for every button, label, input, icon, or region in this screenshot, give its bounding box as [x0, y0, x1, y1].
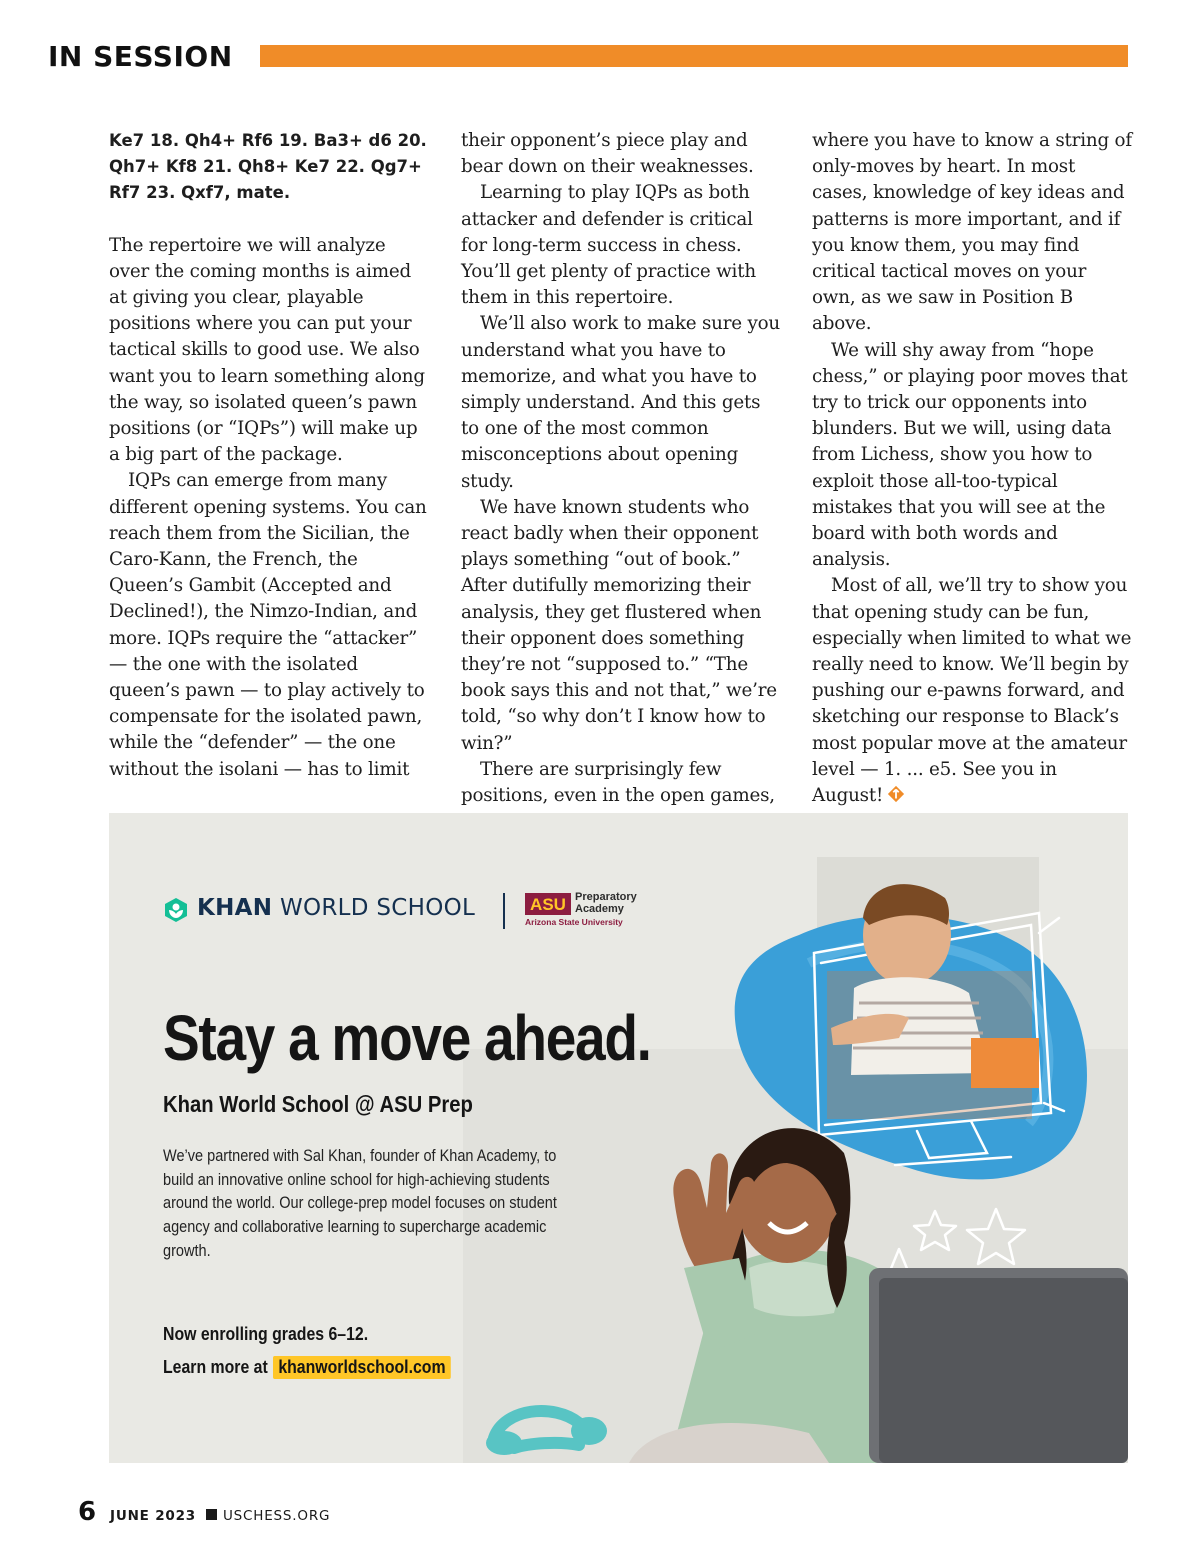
paragraph-text: Most of all, we’ll try to show you that opening study can be fun, especially when limited to what we really need to know. We’ll begin by pushing our e-pawns forward, and sketching our response to Black’s most popular move at the amateur level — 1. ... e5. See you in August!: [812, 575, 1132, 807]
footer-separator: [206, 1509, 217, 1520]
issue-date: JUNE 2023: [110, 1508, 196, 1524]
asu-logo-icon: [525, 893, 571, 915]
khan-world-school-wordmark: KHAN WORLD SCHOOL: [197, 895, 476, 921]
article-column-2: [461, 128, 783, 809]
ad-headline: Stay a move ahead.: [163, 1002, 651, 1074]
site-url[interactable]: USCHESS.ORG: [223, 1508, 331, 1524]
svg-text:ASU: ASU: [530, 895, 566, 914]
khan-academy-logo-icon: [163, 897, 189, 923]
website-link[interactable]: khanworldschool.com: [273, 1356, 451, 1379]
article-column-1: [109, 128, 431, 783]
end-of-article-icon: [887, 785, 905, 803]
ad-body-text: We’ve partnered with Sal Khan, founder of Khan Academy, to build an innovative online school for high-achieving students around the world. Our college-prep model focuses on student agency and collaborative learning to supercharge academic growth.: [163, 1147, 557, 1260]
article-column-3: [812, 128, 1132, 809]
learn-more-line: Learn more at khanworldschool.com: [163, 1356, 451, 1379]
page-number: 6: [78, 1497, 97, 1527]
paragraph: We have known students who react badly when their opponent plays something “out of book.” After dutifully memorizing their analysis, they get flustered when their opponent does something they’re not “supposed to.” “The book says this and not that,” we’re told, “so why don’t I know how to win?”: [461, 496, 777, 754]
paragraph: IQPs can emerge from many different opening systems. You can reach them from the Sicilian, the Caro-Kann, the French, the Queen’s Gambit (Accepted and Declined!), the Nimzo-Indian, and more. IQPs require the “attacker” — the one with the isolated queen’s pawn — to play actively to compensate for the isolated pawn, while the “defender” — the one without the isolani — has to limit: [109, 470, 427, 780]
game-moves: Ke7 18. Qh4+ Rf6 19. Ba3+ d6 20. Qh7+ Kf8 21. Qh8+ Ke7 22. Qg7+ Rf7 23. Qxf7, mate.: [109, 131, 427, 203]
section-accent-bar: [260, 45, 1128, 67]
paragraph: There are surprisingly few positions, even in the open games,: [461, 758, 775, 807]
asu-prep-wordmark: Preparatory Academy: [575, 891, 637, 915]
enrollment-text: Now enrolling grades 6–12.: [163, 1324, 369, 1344]
paragraph: The repertoire we will analyze over the coming months is aimed at giving you clear, playable positions where you can put your tactical skills to good use. We also want you to learn something along the way, so isolated queen’s pawn positions (or “IQPs”) will make up a big part of the package.: [109, 234, 425, 466]
paragraph: [812, 573, 1132, 809]
paragraph: We’ll also work to make sure you understand what you have to memorize, and what you have to simply understand. And this gets to one of the most common misconceptions about opening study.: [461, 313, 780, 492]
section-title: IN SESSION: [48, 40, 233, 73]
asu-university-label: Arizona State University: [525, 917, 623, 927]
paragraph: where you have to know a string of only-moves by heart. In most cases, knowledge of key ideas and patterns is more important, and if you know them, you may find critical tactical moves on your own, as we saw in Position B above.: [812, 130, 1132, 335]
paragraph: their opponent’s piece play and bear down on their weaknesses.: [461, 130, 754, 178]
khan-world-school-ad[interactable]: [109, 813, 1128, 1463]
paragraph: Learning to play IQPs as both attacker and defender is critical for long-term success in chess. You’ll get plenty of practice with them in this repertoire.: [461, 182, 756, 309]
paragraph: We will shy away from “hope chess,” or playing poor moves that try to trick our opponents into blunders. But we will, using data from Lichess, show you how to exploit those all-too-typical mistakes that you will see at the board with both words and analysis.: [812, 339, 1128, 571]
ad-subhead: Khan World School @ ASU Prep: [163, 1091, 473, 1117]
logo-divider: [503, 893, 505, 929]
section-header: [48, 38, 1128, 78]
